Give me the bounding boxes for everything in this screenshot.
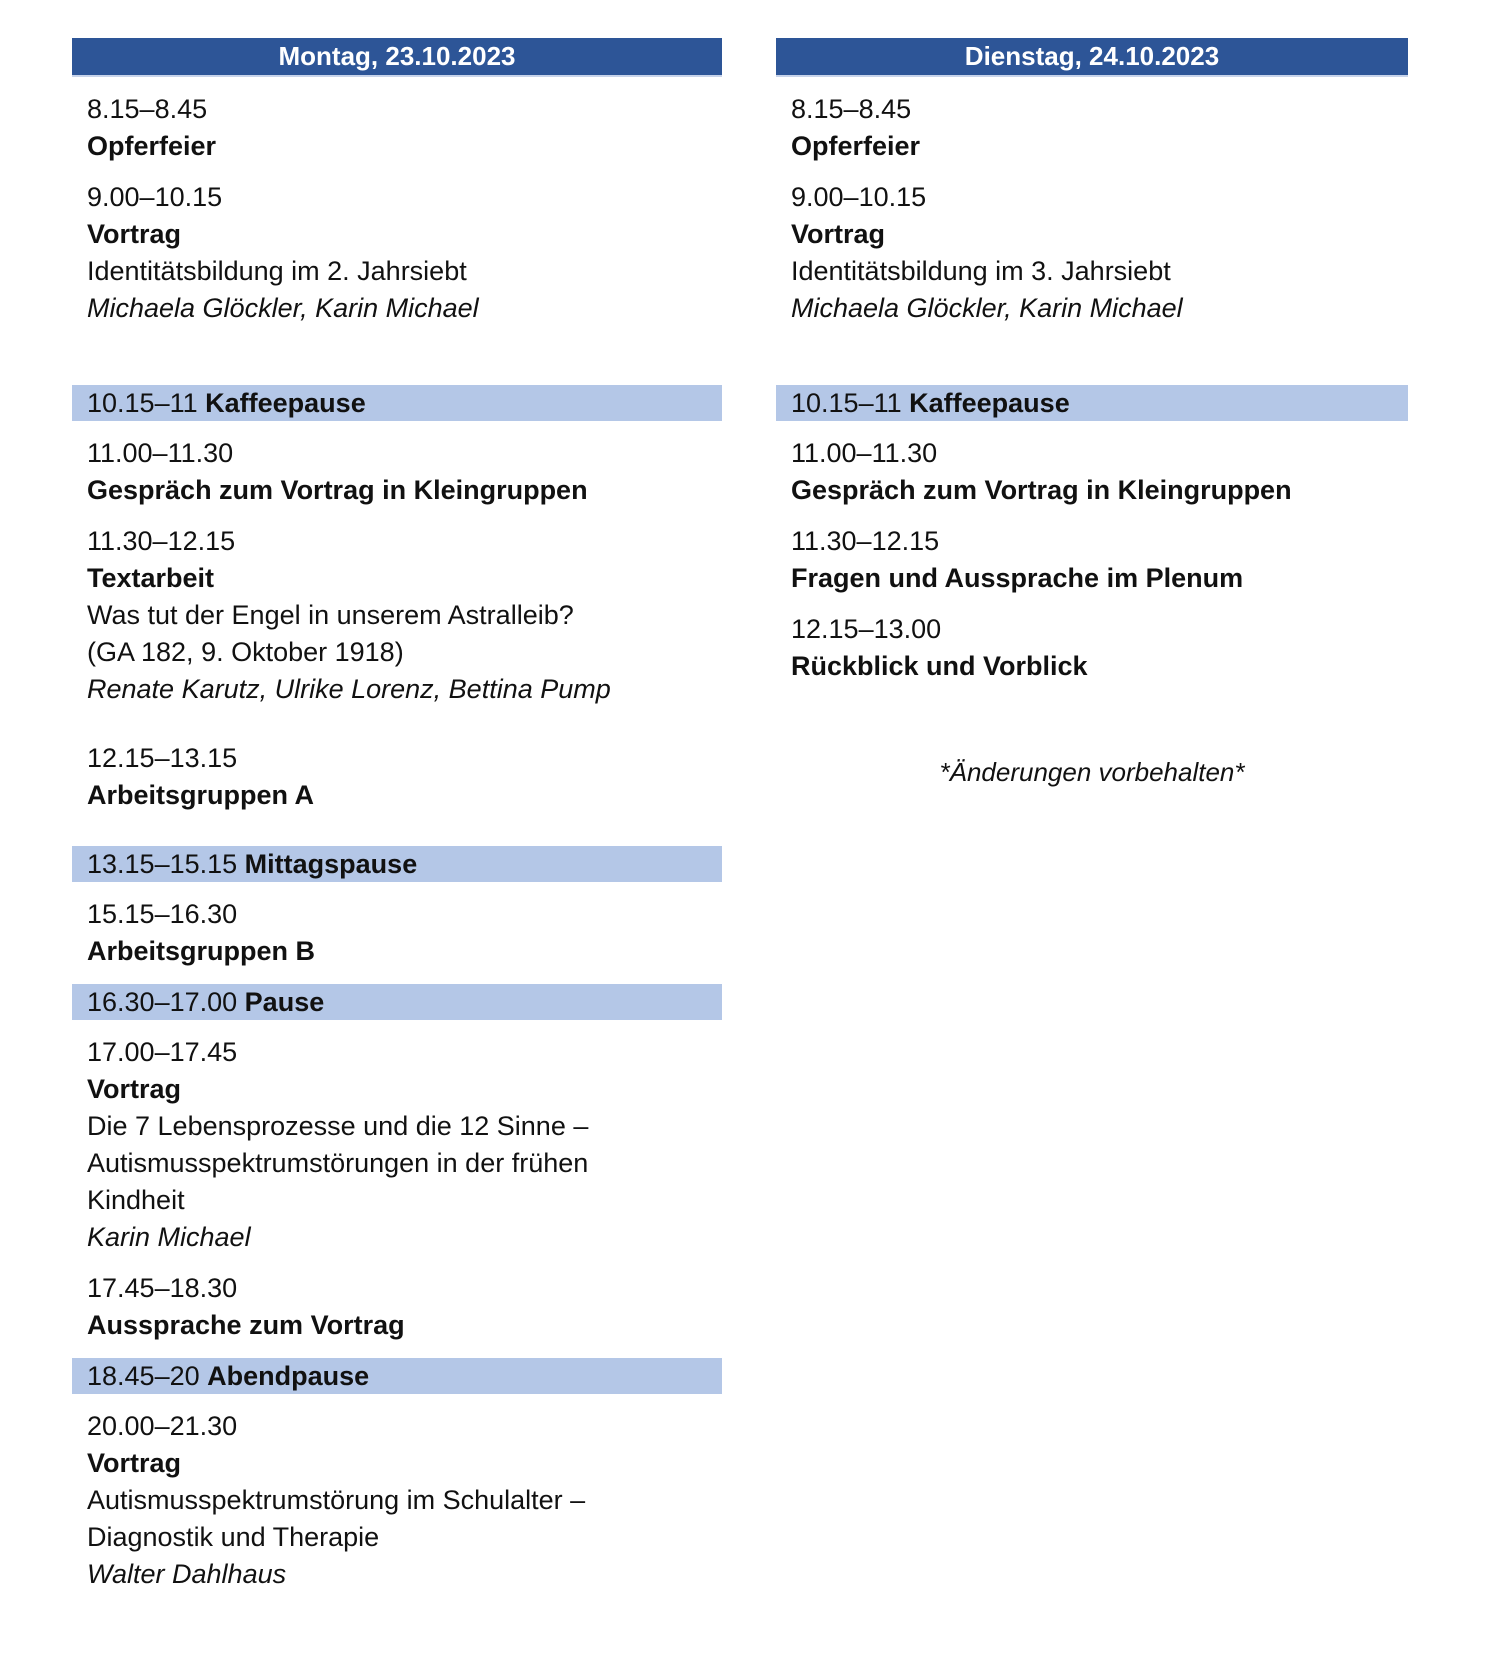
pause-bar [72, 846, 722, 882]
item-title: Vortrag [87, 1448, 182, 1478]
item-time: 17.00–17.45 [87, 1037, 238, 1067]
item-description: Autismusspektrumstörung im Schulalter – [87, 1485, 586, 1515]
item-time: 11.30–12.15 [791, 526, 940, 556]
pause-time: 10.15–11 [791, 388, 902, 418]
pause-bar [72, 1358, 722, 1394]
item-description: Identitätsbildung im 2. Jahrsiebt [87, 256, 467, 286]
item-time: 9.00–10.15 [791, 182, 927, 212]
pause-title: Mittagspause [244, 849, 418, 879]
item-time: 11.00–11.30 [87, 438, 234, 468]
pause-bar [776, 385, 1408, 421]
schedule-item [776, 91, 1408, 165]
item-title: Vortrag [87, 1074, 182, 1104]
item-title: Opferfeier [87, 131, 217, 161]
item-speaker: Michaela Glöckler, Karin Michael [791, 293, 1183, 323]
day-header: Montag, 23.10.2023 [72, 38, 722, 77]
item-title: Arbeitsgruppen A [87, 780, 315, 810]
schedule-item [72, 435, 722, 509]
item-time: 17.45–18.30 [87, 1273, 238, 1303]
item-time: 8.15–8.45 [791, 94, 912, 124]
item-time: 12.15–13.00 [791, 614, 942, 644]
item-speaker: Walter Dahlhaus [87, 1559, 287, 1589]
changes-note: *Änderungen vorbehalten* [939, 757, 1245, 787]
schedule-item [72, 896, 722, 970]
pause-title: Kaffeepause [205, 388, 366, 418]
pause-title: Pause [244, 987, 325, 1017]
schedule-item [72, 1034, 722, 1256]
schedule-item [776, 179, 1408, 327]
item-title: Opferfeier [791, 131, 921, 161]
schedule-item [776, 523, 1408, 597]
item-title: Vortrag [87, 219, 182, 249]
item-description: Autismusspektrumstörungen in der frühen [87, 1148, 589, 1178]
day-column-monday [72, 38, 722, 1593]
pause-time: 10.15–11 [87, 388, 198, 418]
item-description: Was tut der Engel in unserem Astralleib? [87, 600, 574, 630]
day-column-tuesday [776, 38, 1408, 788]
pause-title: Abendpause [207, 1361, 370, 1391]
item-description: Identitätsbildung im 3. Jahrsiebt [791, 256, 1171, 286]
item-speaker: Karin Michael [87, 1222, 251, 1252]
item-speaker: Michaela Glöckler, Karin Michael [87, 293, 479, 323]
schedule-item [72, 179, 722, 327]
item-title: Vortrag [791, 219, 886, 249]
item-description: (GA 182, 9. Oktober 1918) [87, 637, 404, 667]
schedule-item [72, 1408, 722, 1593]
item-title: Arbeitsgruppen B [87, 936, 316, 966]
item-description: Kindheit [87, 1185, 185, 1215]
item-time: 11.00–11.30 [791, 438, 938, 468]
item-time: 15.15–16.30 [87, 899, 238, 929]
schedule-item [72, 740, 722, 814]
item-time: 8.15–8.45 [87, 94, 208, 124]
item-time: 9.00–10.15 [87, 182, 223, 212]
schedule-item [72, 1270, 722, 1344]
item-title: Rückblick und Vorblick [791, 651, 1088, 681]
pause-title: Kaffeepause [909, 388, 1070, 418]
item-time: 12.15–13.15 [87, 743, 238, 773]
item-description: Die 7 Lebensprozesse und die 12 Sinne – [87, 1111, 589, 1141]
item-title: Textarbeit [87, 563, 215, 593]
pause-bar [72, 385, 722, 421]
pause-time: 13.15–15.15 [87, 849, 238, 879]
day-header: Dienstag, 24.10.2023 [776, 38, 1408, 77]
item-title: Gespräch zum Vortrag in Kleingruppen [791, 475, 1292, 505]
item-title: Aussprache zum Vortrag [87, 1310, 405, 1340]
item-speaker: Renate Karutz, Ulrike Lorenz, Bettina Pump [87, 674, 611, 704]
schedule-item [72, 91, 722, 165]
pause-time: 18.45–20 [87, 1361, 200, 1391]
item-time: 20.00–21.30 [87, 1411, 238, 1441]
schedule-item [776, 435, 1408, 509]
item-title: Fragen und Aussprache im Plenum [791, 563, 1244, 593]
item-title: Gespräch zum Vortrag in Kleingruppen [87, 475, 588, 505]
schedule-item [776, 611, 1408, 685]
item-description: Diagnostik und Therapie [87, 1522, 380, 1552]
schedule-item [72, 523, 722, 708]
pause-time: 16.30–17.00 [87, 987, 238, 1017]
pause-bar [72, 984, 722, 1020]
item-time: 11.30–12.15 [87, 526, 236, 556]
